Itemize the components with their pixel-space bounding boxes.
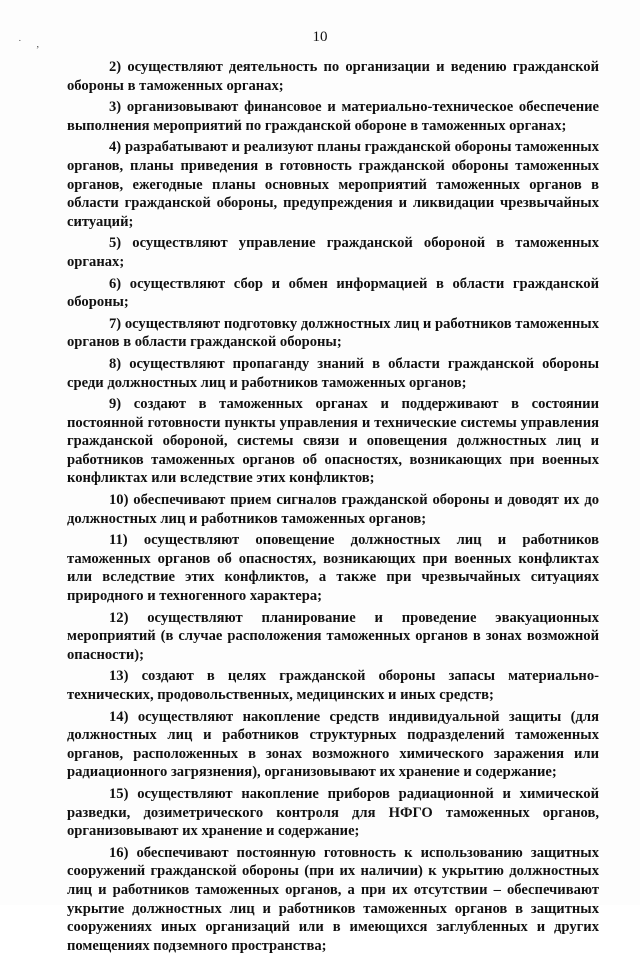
paragraph-12: 12) осуществляют планирование и проведение эвакуационных мероприятий (в случае расположения таможенных органов в зонах возможной опасности);: [67, 609, 599, 663]
paragraph-13: 13) создают в целях гражданской обороны запасы материально-технических, продовольственных, медицинских и иных средств;: [67, 668, 599, 703]
paragraph-3: 3) организовывают финансовое и материально-техническое обеспечение выполнения мероприятий по гражданской обороне в таможенных органах;: [67, 99, 599, 134]
paragraph-11: 11) осуществляют оповещение должностных лиц и работников таможенных органов об опасностях, возникающих при военных конфликтах или вследствие этих конфликтов, а также при чрезвычайных ситуациях природного и техногенного характера;: [67, 532, 599, 605]
paragraph-8: 8) осуществляют пропаганду знаний в области гражданской обороны среди должностных лиц и работников таможенных органов;: [67, 355, 599, 391]
scan-marks: ˙ ,: [18, 38, 46, 50]
paragraph-9: 9) создают в таможенных органах и поддерживают в состоянии постоянной готовности пункты управления и технические системы управления гражданской обороной, системы связи и оповещения должностных лиц и работников таможенных органов об опасностях, возникающих при военных конфликтах или вследствие этих конфликтов;: [67, 396, 599, 487]
page-number: 10: [312, 29, 328, 45]
paragraph-2: 2) осуществляют деятельность по организации и ведению гражданской обороны в таможенных органах;: [67, 59, 599, 94]
document-body: [67, 58, 599, 955]
paragraph-5: 5) осуществляют управление гражданской обороной в таможенных органах;: [67, 235, 599, 270]
paragraph-10: 10) обеспечивают прием сигналов гражданской обороны и доводят их до должностных лиц и работников таможенных органов;: [67, 492, 599, 527]
paragraph-15: 15) осуществляют накопление приборов радиационной и химической разведки, дозиметрического контроля для НФГО таможенных органов, организовывают их хранение и содержание;: [67, 785, 599, 840]
paragraph-6: 6) осуществляют сбор и обмен информацией в области гражданской обороны;: [67, 275, 599, 311]
paragraph-14: 14) осуществляют накопление средств индивидуальной защиты (для должностных лиц и работников структурных подразделений таможенных органов, расположенных в зонах возможного химического заражения или радиационного загрязнения), организовывают их хранение и содержание;: [67, 708, 599, 781]
paragraph-16: 16) обеспечивают постоянную готовность к использованию защитных сооружений гражданской обороны (при их наличии) к укрытию должностных лиц и работников таможенных органов, а при их отсутствии – обеспечивают укрытие должностных лиц и работников таможенных органов в защитных сооружениях иных организаций или в имеющихся заглубленных и других помещениях подземного пространства;: [67, 844, 599, 954]
paragraph-4: 4) разрабатывают и реализуют планы гражданской обороны таможенных органов, планы приведения в готовность гражданской обороны таможенных органов, ежегодные планы основных мероприятий таможенных органов в области гражданской обороны, предупреждения и ликвидации чрезвычайных ситуаций;: [67, 139, 599, 230]
paragraph-7: 7) осуществляют подготовку должностных лиц и работников таможенных органов в области гражданской обороны;: [67, 315, 599, 351]
